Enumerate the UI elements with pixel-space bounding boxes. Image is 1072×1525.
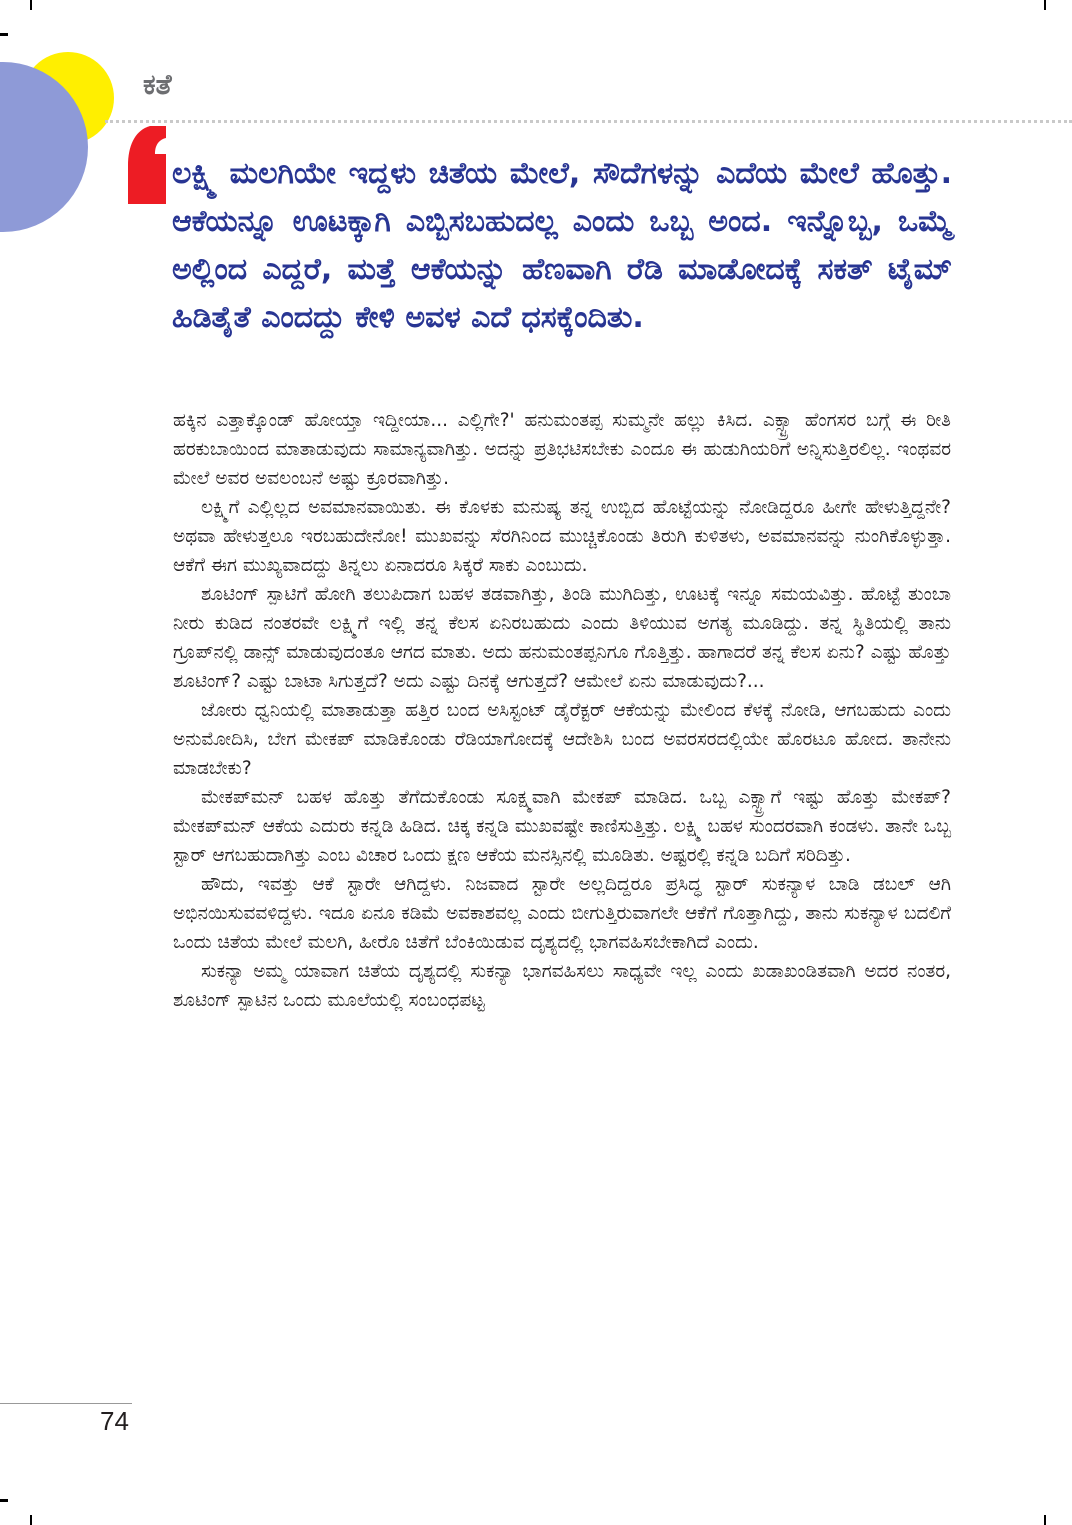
- section-label: ಕತೆ: [143, 68, 172, 101]
- paragraph: ಶೂಟಿಂಗ್ ಸ್ಪಾಟಿಗೆ ಹೋಗಿ ತಲುಪಿದಾಗ ಬಹಳ ತಡವಾಗಿತ್ತು, ತಿಂಡಿ ಮುಗಿದಿತ್ತು, ಊಟಕ್ಕೆ ಇನ್ನೂ ಸಮಯವಿತ್ತು. ಹೊಟ್ಟೆ ತುಂಬಾ ನೀರು ಕುಡಿದ ನಂತರವೇ ಲಕ್ಷ್ಮಿಗೆ ಇಲ್ಲಿ ತನ್ನ ಕೆಲಸ ಏನಿರಬಹುದು ಎಂದು ತಿಳಿಯುವ ಅಗತ್ಯ ಮೂಡಿದ್ದು. ತನ್ನ ಸ್ಥಿತಿಯಲ್ಲಿ ತಾನು ಗ್ರೂಪ್‌ನಲ್ಲಿ ಡಾನ್ಸ್ ಮಾಡುವುದಂತೂ ಆಗದ ಮಾತು. ಅದು ಹನುಮಂತಪ್ಪನಿಗೂ ಗೊತ್ತಿತ್ತು. ಹಾಗಾದರೆ ತನ್ನ ಕೆಲಸ ಏನು? ಎಷ್ಟು ಹೊತ್ತು ಶೂಟಿಂಗ್? ಎಷ್ಟು ಬಾಟಾ ಸಿಗುತ್ತದೆ? ಅದು ಎಷ್ಟು ದಿನಕ್ಕೆ ಆಗುತ್ತದೆ? ಆಮೇಲೆ ಏನು ಮಾಡುವುದು?...: [173, 584, 951, 692]
- story-body: [173, 406, 951, 1015]
- crop-mark-bottom-right: [1044, 1515, 1046, 1525]
- paragraph: ಹಕ್ಕಿನ ಎತ್ತಾಕ್ಕೊಂಡ್ ಹೋಯ್ತಾ ಇದ್ದೀಯಾ... ಎಲ್ಲಿಗೇ?' ಹನುಮಂತಪ್ಪ ಸುಮ್ಮನೇ ಹಲ್ಲು ಕಿಸಿದ. ಎಕ್ಸ್ಟ್ರಾ ಹೆಂಗಸರ ಬಗ್ಗೆ ಈ ರೀತಿ ಹರಕುಬಾಯಿಂದ ಮಾತಾಡುವುದು ಸಾಮಾನ್ಯವಾಗಿತ್ತು. ಅದನ್ನು ಪ್ರತಿಭಟಿಸಬೇಕು ಎಂದೂ ಈ ಹುಡುಗಿಯರಿಗೆ ಅನ್ನಿಸುತ್ತಿರಲಿಲ್ಲ. ಇಂಥವರ ಮೇಲೆ ಅವರ ಅವಲಂಬನೆ ಅಷ್ಟು ಕ್ರೂರವಾಗಿತ್ತು.: [173, 410, 951, 489]
- paragraph: ಹೌದು, ಇವತ್ತು ಆಕೆ ಸ್ಟಾರೇ ಆಗಿದ್ದಳು. ನಿಜವಾದ ಸ್ಟಾರೇ ಅಲ್ಲದಿದ್ದರೂ ಪ್ರಸಿದ್ಧ ಸ್ಟಾರ್ ಸುಕನ್ಯಾಳ ಬಾಡಿ ಡಬಲ್ ಆಗಿ ಅಭಿನಯಿಸುವವಳಿದ್ದಳು. ಇದೂ ಏನೂ ಕಡಿಮೆ ಅವಕಾಶವಲ್ಲ ಎಂದು ಬೀಗುತ್ತಿರುವಾಗಲೇ ಆಕೆಗೆ ಗೊತ್ತಾಗಿದ್ದು, ತಾನು ಸುಕನ್ಯಾಳ ಬದಲಿಗೆ ಒಂದು ಚಿತೆಯ ಮೇಲೆ ಮಲಗಿ, ಹೀರೊ ಚಿತೆಗೆ ಬೆಂಕಿಯಿಡುವ ದೃಶ್ಯದಲ್ಲಿ ಭಾಗವಹಿಸಬೇಕಾಗಿದೆ ಎಂದು.: [173, 874, 951, 953]
- paragraph: ಲಕ್ಷ್ಮಿಗೆ ಎಲ್ಲಿಲ್ಲದ ಅವಮಾನವಾಯಿತು. ಈ ಕೊಳಕು ಮನುಷ್ಯ ತನ್ನ ಉಬ್ಬಿದ ಹೊಟ್ಟೆಯನ್ನು ನೋಡಿದ್ದರೂ ಹೀಗೇ ಹೇಳುತ್ತಿದ್ದನೇ? ಅಥವಾ ಹೇಳುತ್ತಲೂ ಇರಬಹುದೇನೋ! ಮುಖವನ್ನು ಸೆರಗಿನಿಂದ ಮುಚ್ಚಿಕೊಂಡು ತಿರುಗಿ ಕುಳಿತಳು, ಅವಮಾನವನ್ನು ನುಂಗಿಕೊಳ್ಳುತ್ತಾ. ಆಕೆಗೆ ಈಗ ಮುಖ್ಯವಾದದ್ದು ತಿನ್ನಲು ಏನಾದರೂ ಸಿಕ್ಕರೆ ಸಾಕು ಎಂಬುದು.: [173, 497, 951, 576]
- crop-mark-top-left: [30, 0, 32, 10]
- crop-mark-left-upper: [0, 33, 8, 36]
- quote-mark-icon: [128, 126, 166, 204]
- crop-mark-top-right: [1044, 0, 1046, 10]
- paragraph: ಜೋರು ಧ್ವನಿಯಲ್ಲಿ ಮಾತಾಡುತ್ತಾ ಹತ್ತಿರ ಬಂದ ಅಸಿಸ್ಟಂಟ್ ಡೈರೆಕ್ಟರ್ ಆಕೆಯನ್ನು ಮೇಲಿಂದ ಕೆಳಕ್ಕೆ ನೋಡಿ, ಆಗಬಹುದು ಎಂದು ಅನುಮೋದಿಸಿ, ಬೇಗ ಮೇಕಪ್ ಮಾಡಿಕೊಂಡು ರೆಡಿಯಾಗೋದಕ್ಕೆ ಆದೇಶಿಸಿ ಬಂದ ಅವರಸರದಲ್ಲಿಯೇ ಹೊರಟೂ ಹೋದ. ತಾನೇನು ಮಾಡಬೇಕು?: [173, 700, 951, 779]
- footer-rule: [0, 1403, 132, 1404]
- crop-mark-bottom-left: [30, 1515, 32, 1525]
- paragraph: ಸುಕನ್ಯಾ ಅಮ್ಮ ಯಾವಾಗ ಚಿತೆಯ ದೃಶ್ಯದಲ್ಲಿ ಸುಕನ್ಯಾ ಭಾಗವಹಿಸಲು ಸಾಧ್ಯವೇ ಇಲ್ಲ ಎಂದು ಖಡಾಖಂಡಿತವಾಗಿ ಅದರ ನಂತರ, ಶೂಟಿಂಗ್ ಸ್ಪಾಟಿನ ಒಂದು ಮೂಲೆಯಲ್ಲಿ ಸಂಬಂಧಪಟ್ಟ: [173, 961, 951, 1011]
- dotted-divider: [105, 120, 1072, 123]
- pull-quote: ಲಕ್ಷ್ಮಿ ಮಲಗಿಯೇ ಇದ್ದಳು ಚಿತೆಯ ಮೇಲೆ, ಸೌದೆಗಳನ್ನು ಎದೆಯ ಮೇಲೆ ಹೊತ್ತು. ಆಕೆಯನ್ನೂ ಊಟಕ್ಕಾಗಿ ಎಬ್ಬಿಸಬಹುದಲ್ಲ ಎಂದು ಒಬ್ಬ ಅಂದ. ಇನ್ನೊಬ್ಬ, ಒಮ್ಮೆ ಅಲ್ಲಿಂದ ಎದ್ದರೆ, ಮತ್ತೆ ಆಕೆಯನ್ನು ಹೆಣವಾಗಿ ರೆಡಿ ಮಾಡೋದಕ್ಕೆ ಸಕತ್ ಟೈಮ್ ಹಿಡಿತೈತೆ ಎಂದದ್ದು ಕೇಳಿ ಅವಳ ಎದೆ ಧಸಕ್ಕೆಂದಿತು.: [172, 156, 952, 335]
- crop-mark-left-lower: [0, 1499, 8, 1502]
- paragraph: ಮೇಕಪ್‌ಮನ್ ಬಹಳ ಹೊತ್ತು ತೆಗೆದುಕೊಂಡು ಸೂಕ್ಷ್ಮವಾಗಿ ಮೇಕಪ್ ಮಾಡಿದ. ಒಬ್ಬ ಎಕ್ಸ್ಟ್ರಾಗೆ ಇಷ್ಟು ಹೊತ್ತು ಮೇಕಪ್? ಮೇಕಪ್‌ಮನ್ ಆಕೆಯ ಎದುರು ಕನ್ನಡಿ ಹಿಡಿದ. ಚಿಕ್ಕ ಕನ್ನಡಿ ಮುಖವಷ್ಟೇ ಕಾಣಿಸುತ್ತಿತ್ತು. ಲಕ್ಷ್ಮಿ ಬಹಳ ಸುಂದರವಾಗಿ ಕಂಡಳು. ತಾನೇ ಒಬ್ಬ ಸ್ಟಾರ್ ಆಗಬಹುದಾಗಿತ್ತು ಎಂಬ ವಿಚಾರ ಒಂದು ಕ್ಷಣ ಆಕೆಯ ಮನಸ್ಸಿನಲ್ಲಿ ಮೂಡಿತು. ಅಷ್ಟರಲ್ಲಿ ಕನ್ನಡಿ ಬದಿಗೆ ಸರಿದಿತ್ತು.: [173, 787, 951, 866]
- page-number: 74: [100, 1406, 129, 1436]
